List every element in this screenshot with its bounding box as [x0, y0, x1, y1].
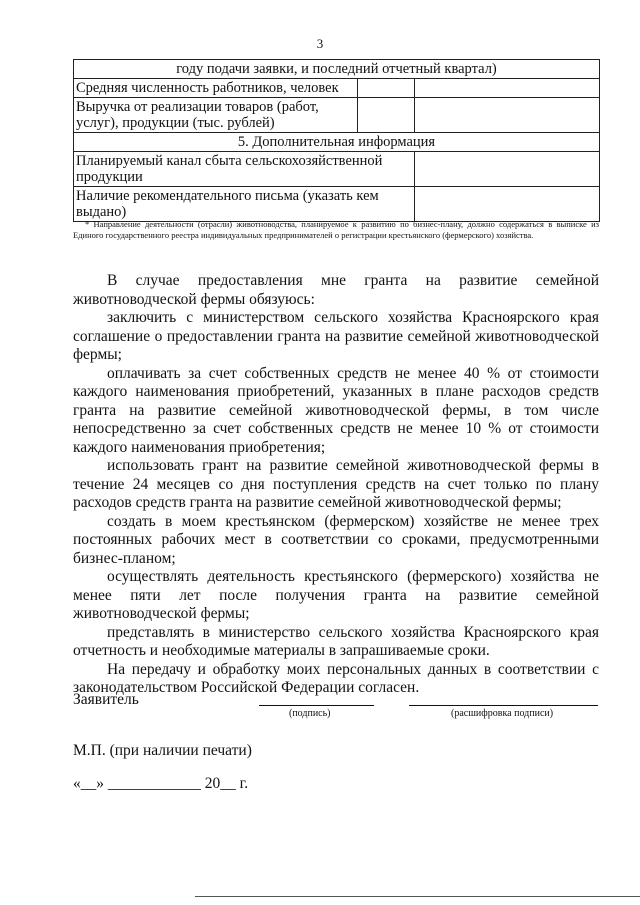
obligation-item: представлять в министерство сельского хозяйства Красноярского края отчетность и необходимые материалы в запрашиваемые сроки. — [73, 623, 599, 659]
footnote-text: * Направление деятельности (отрасли) животноводства, планируемое к развитию по бизнес-плану, должно содержаться в выписке из Единого государственного реестра индивидуальных предпринимателей о регистрации крестьянского (фермерского) хозяйства. — [73, 219, 599, 240]
recommendation-letter-value-cell — [415, 187, 600, 222]
signature-line[interactable] — [259, 705, 374, 706]
consent-statement: На передачу и обработку моих персональных данных в соответствии с законодательством Российской Федерации согласен. — [73, 660, 599, 696]
workers-label-cell: Средняя численность работников, человек — [74, 79, 358, 98]
application-form-table — [73, 59, 600, 222]
applicant-label: Заявитель — [73, 691, 139, 708]
signature-caption: (подпись) — [289, 708, 331, 719]
footnote — [73, 219, 599, 241]
scan-edge-divider — [195, 896, 640, 897]
sales-channel-value-cell — [415, 152, 600, 187]
table-row — [74, 152, 600, 187]
table-row — [74, 60, 600, 79]
obligations-section — [73, 272, 599, 698]
revenue-label-cell: Выручка от реализации товаров (работ, услуг), продукции (тыс. рублей) — [74, 98, 358, 133]
revenue-value-cell-1 — [358, 98, 415, 133]
obligation-item: создать в моем крестьянском (фермерском) хозяйстве не менее трех постоянных рабочих мест в соответствии со сроками, предусмотренными бизнес-планом; — [73, 512, 599, 567]
obligation-item: использовать грант на развитие семейной животноводческой фермы в течение 24 месяцев со дня поступления средств на счет только по плану расходов средств гранта на развитие семейной животноводческой фермы; — [73, 457, 599, 511]
signature-decode-line[interactable] — [409, 705, 598, 706]
obligation-item: осуществлять деятельность крестьянского (фермерского) хозяйства не менее пяти лет после получения гранта на развитие семейной животноводческой фермы; — [73, 568, 599, 622]
table-row — [74, 98, 600, 133]
stamp-note: М.П. (при наличии печати) — [73, 742, 252, 759]
obligations-intro: В случае предоставления мне гранта на развитие семейной животноводческой фермы обязуюсь: — [73, 272, 599, 308]
workers-value-cell-1 — [358, 79, 415, 98]
obligation-item: оплачивать за счет собственных средств не менее 40 % от стоимости каждого наименования приобретений, указанных в плане расходов средств гранта на развитие семейной животноводческой фермы, в том числе непосредственно за счет собственных средств не менее 10 % от стоимости каждого наименования приобретения; — [73, 364, 599, 456]
section-5-title: 5. Дополнительная информация — [74, 133, 600, 152]
table-row — [74, 187, 600, 222]
date-line: «__» ____________ 20__ г. — [73, 775, 249, 792]
signature-block — [73, 691, 599, 731]
table-row — [74, 79, 600, 98]
signature-decode-caption: (расшифровка подписи) — [451, 708, 554, 719]
recommendation-letter-label-cell: Наличие рекомендательного письма (указать кем выдано) — [74, 187, 415, 222]
workers-value-cell-2 — [415, 79, 600, 98]
sales-channel-label-cell: Планируемый канал сбыта сельскохозяйственной продукции — [74, 152, 415, 187]
obligation-item: заключить с министерством сельского хозяйства Красноярского края соглашение о предоставлении гранта на развитие семейной животноводческой фермы; — [73, 309, 599, 363]
table-row — [74, 133, 600, 152]
revenue-value-cell-2 — [415, 98, 600, 133]
page-number: 3 — [316, 36, 324, 51]
period-tail-cell: году подачи заявки, и последний отчетный квартал) — [74, 60, 600, 79]
